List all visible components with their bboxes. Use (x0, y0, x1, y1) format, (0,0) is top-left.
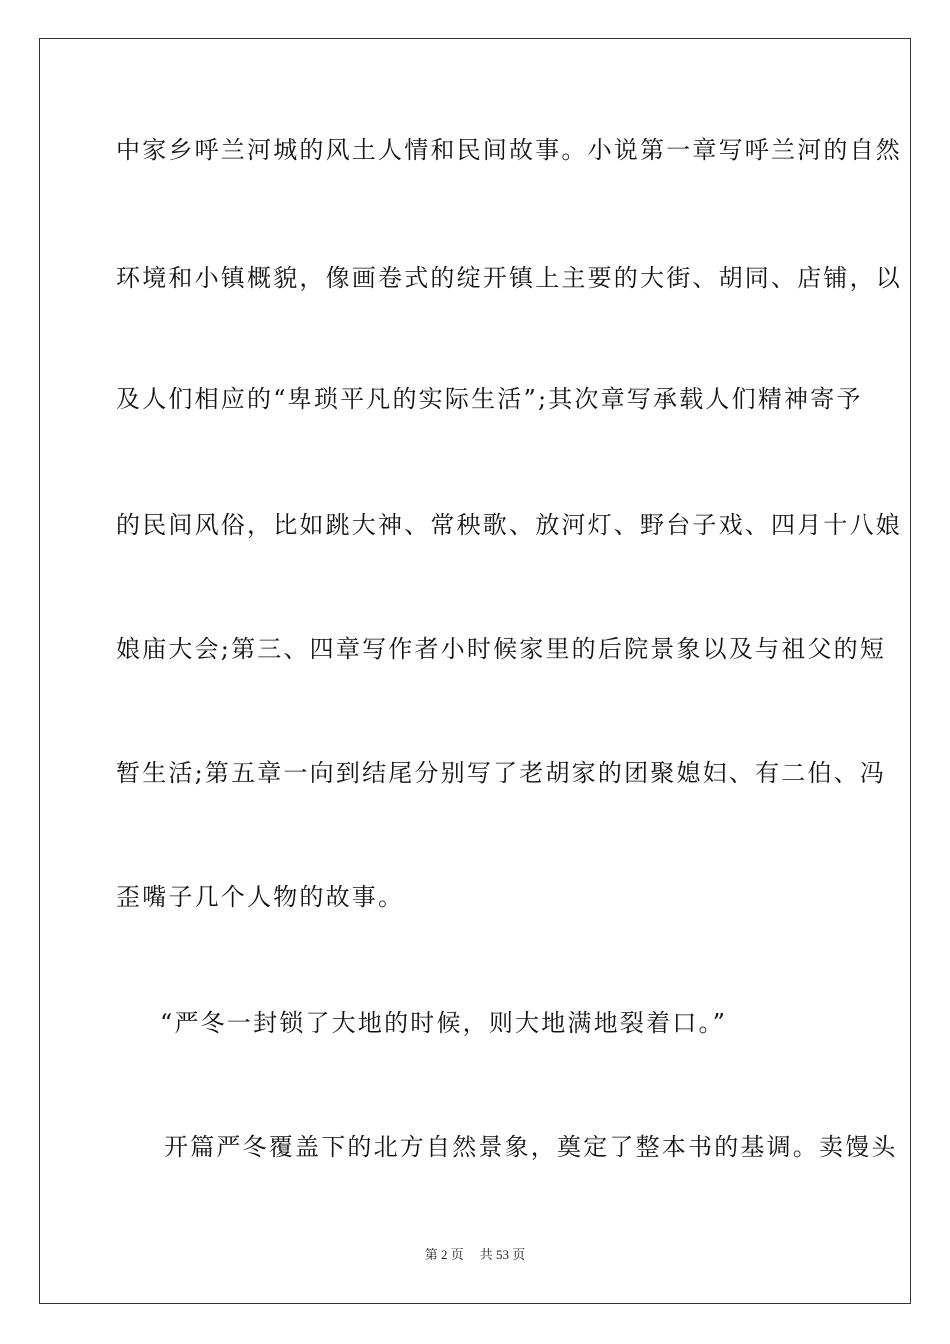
quote-line: “严冬一封锁了大地的时候，则大地满地裂着口。” (160, 1009, 728, 1037)
paragraph-line-3: 及人们相应的“卑琐平凡的实际生活”;其次章写承载人们精神寄予 (116, 385, 863, 413)
page-footer (0, 1247, 950, 1263)
page-frame (39, 38, 911, 1304)
paragraph-line-2: 环境和小镇概貌，像画卷式的绽开镇上主要的大街、胡同、店铺，以 (116, 264, 902, 292)
paragraph-line-1: 中家乡呼兰河城的风土人情和民间故事。小说第一章写呼兰河的自然 (116, 136, 902, 164)
paragraph-line-6: 暂生活;第五章一向到结尾分别写了老胡家的团聚媳妇、有二伯、冯 (116, 759, 887, 787)
page-total: 共 53 页 (479, 1247, 526, 1262)
paragraph-line-7: 歪嘴子几个人物的故事。 (116, 883, 405, 911)
paragraph-line-9: 开篇严冬覆盖下的北方自然景象，奠定了整本书的基调。卖馒头 (164, 1133, 898, 1161)
page-number: 第 2 页 (424, 1247, 464, 1262)
paragraph-line-4: 的民间风俗，比如跳大神、常秧歌、放河灯、野台子戏、四月十八娘 (116, 511, 902, 539)
paragraph-line-5: 娘庙大会;第三、四章写作者小时候家里的后院景象以及与祖父的短 (116, 635, 887, 663)
